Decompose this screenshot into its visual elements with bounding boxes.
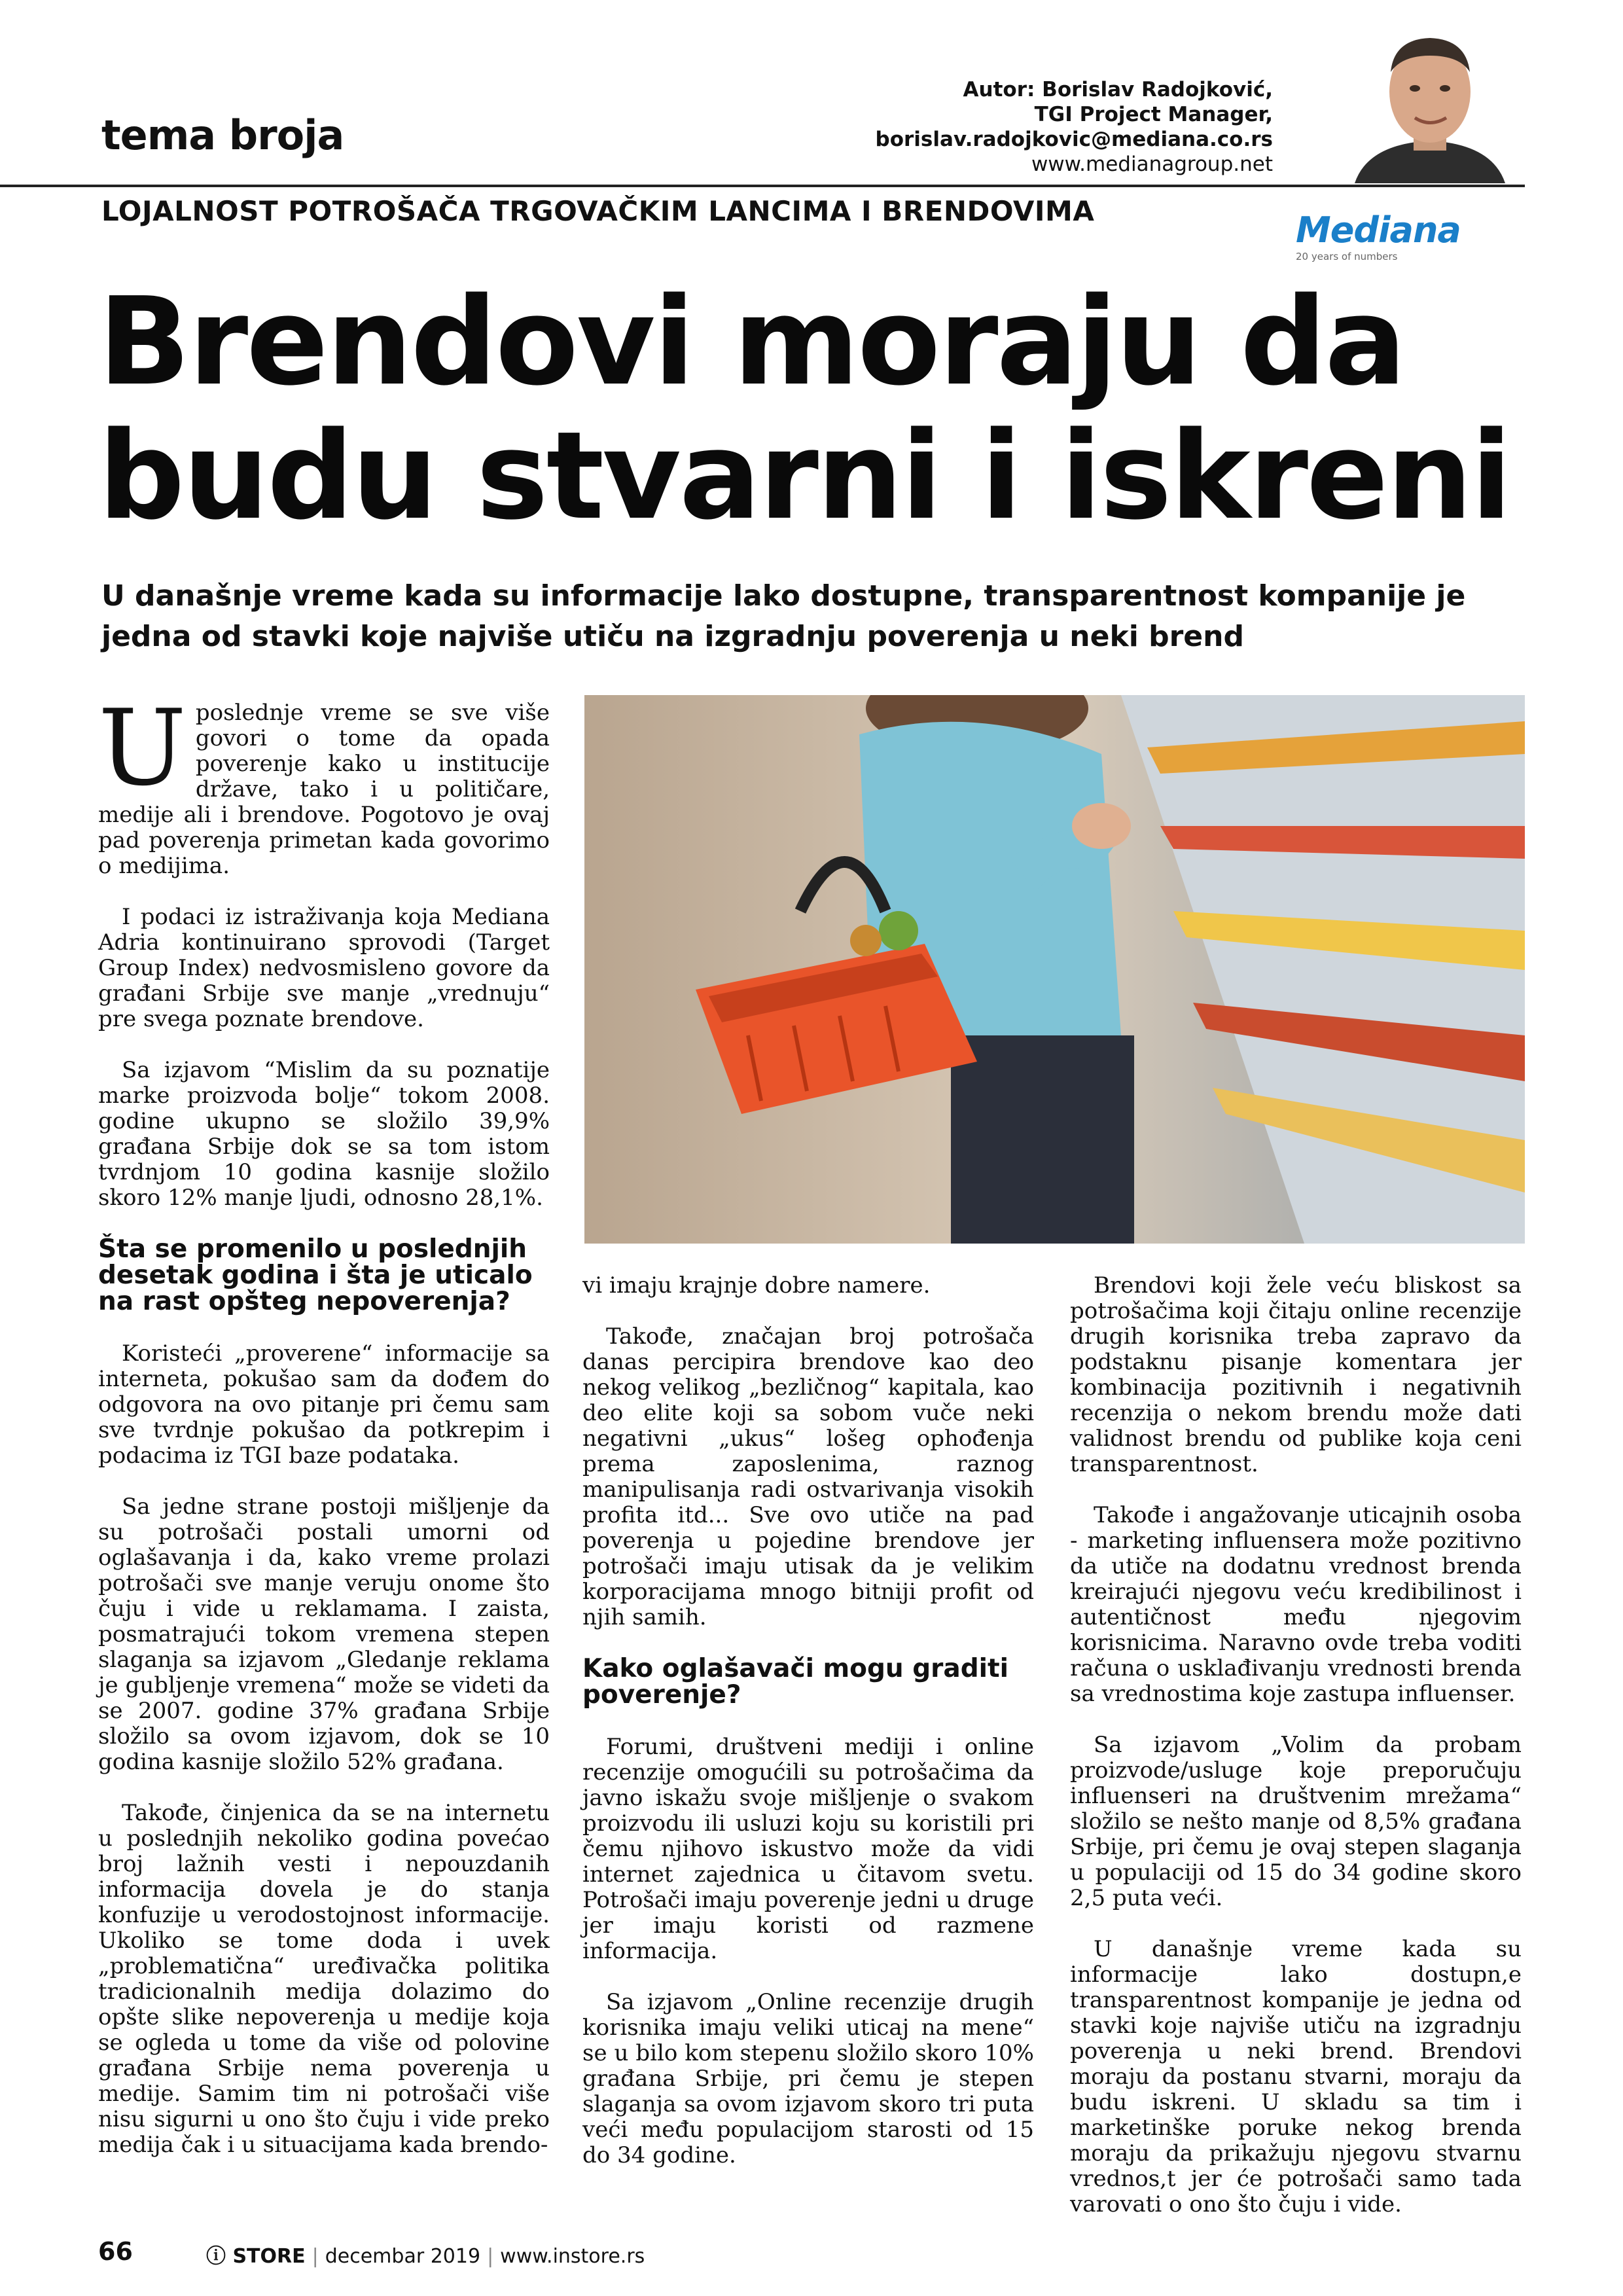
headline	[98, 271, 1538, 547]
paragraph: I podaci iz istraživanja koja Mediana Adria kontinuirano sprovodi (Target Group Index) nedvosmisleno govore da građani Srbije sve manje „vrednuju“ pre svega poznate brendove.	[98, 904, 550, 1032]
paragraph: Forumi, društveni mediji i online recenzije omogućili su potrošačima da javno iskažu svoje mišljenje o svakom proizvodu ili usluzi koju su koristili pri čemu njihovo iskustvo može da vidi internet zajednica u čitavom svetu. Potrošači imaju poverenje jedni u druge jer imaju koristi od razmene informacija.	[582, 1734, 1034, 1964]
paragraph: Sa jedne strane postoji mišljenje da su potrošači postali umorni od oglašavanja i da, kako vreme prolazi potrošači sve manje veruju onome što čuju i vide u reklamama. I zaista, posmatrajući tokom vremena stepen slaganja sa izjavom „Gledanje reklama je gubljenje vremena“ može se videti da se 2007. godine 37% građana Srbije složilo sa ovom izjavom, dok se 10 godina kasnije složilo 52% građana.	[98, 1494, 550, 1775]
intro-paragraph: Uposlednje vreme se sve više govori o tome da opada poverenje kako u institucije države, tako i u političare, medije ali i brendove. Pogotovo je ovaj pad poverenja primetan kada govorimo o medijima.	[98, 687, 550, 879]
column-3	[1070, 1273, 1522, 2243]
paragraph: Takođe, činjenica da se na internetu u poslednjih nekoliko godina povećao broj lažnih vesti i nepouzdanih informacija dovela je do stanja konfuzije u verodostojnost informacije. Ukoliko se tome doda i uvek „problematična“ uređivačka politika tradicionalnih medija dolazimo do opšte slike nepoverenja u medije koja se ogleda u tome da više od polovine građana Srbije nema poverenja u medije. Samim tim ni potrošači više nisu sigurni u ono što čuju i vide preko medija čak i u situacijama kada brendo-	[98, 1800, 550, 2158]
subheading: Šta se promenilo u poslednjih desetak godina i šta je uticalo na rast opšteg nepoverenja?	[98, 1234, 533, 1316]
lead-paragraph: U današnje vreme kada su informacije lako dostupne, transparentnost kompanije je jedna od stavki koje najviše utiču na izgradnju poverenja u neki brend	[101, 579, 1466, 653]
column-2	[582, 1273, 1034, 2194]
subheading: Kako oglašavači mogu graditi poverenje?	[582, 1654, 1008, 1710]
paragraph: Takođe, značajan broj potrošača danas percipira brendove kao deo nekog velikog „bezličnog“ kapitala, kao deo elite koji sa sobom vuče neki negativni „ukus“ lošeg ophođenja prema zaposlenima, raznog manipulisanja radi ostvarivanja visokih profita itd... Sve ovo utiče na pad poverenja u pojedine brendove jer potrošači imaju utisak da je velikim korporacijama mnogo bitniji profit od njih samih.	[582, 1323, 1034, 1630]
paragraph: Brendovi koji žele veću bliskost sa potrošačima koji čitaju online recenzije drugih korisnika treba zapravo da podstaknu pisanje komentara jer kombinacija pozitivnih i negativnih recenzija o nekom brendu može dati validnost brendu od publike koja ceni transparentnost.	[1070, 1272, 1522, 1477]
author-title: TGI Project Manager,	[1034, 103, 1273, 126]
headline-line-2: budu stvarni i iskreni	[98, 405, 1510, 547]
paragraph: Sa izjavom “Mislim da su poznatije marke proizvoda bolje“ tokom 2008. godine ukupno se složilo 39,9% građana Srbije dok se sa tom istom tvrdnjom 10 godina kasnije složilo skoro 12% manje ljudi, odnosno 28,1%.	[98, 1057, 550, 1211]
headline-line-1: Brendovi moraju da	[98, 271, 1405, 412]
issue-date: decembar 2019	[325, 2245, 481, 2268]
paragraph: Sa izjavom „Online recenzije drugih korisnika imaju veliki uticaj na mene“ se u bilo kom stepenu složilo skoro 10% građana Srbije, pri čemu je stepen slaganja sa ovom izjavom skoro tri puta veći među populacijom starosti od 15 do 34 godine.	[582, 1989, 1034, 2168]
magazine-url[interactable]: www.instore.rs	[500, 2245, 645, 2268]
paragraph: Sa izjavom „Volim da probam proizvode/usluge koje preporučuju influenseri na društvenim mrežama“ složilo se nešto manje od 8,5% građana Srbije, pri čemu je ovaj stepen slaganja u populaciji od 15 do 34 godine skoro 2,5 puta veći.	[1070, 1732, 1522, 1911]
drop-cap: U	[98, 687, 187, 809]
mediana-logo	[1296, 209, 1512, 275]
paragraph: Takođe i angažovanje uticajnih osoba - marketing influensera može pozitivno da utiče na dodatnu vrednost brenda kreirajući njegovu veću kredibilinost i autentičnost među njegovim korisnicima. Naravno ovde treba voditi računa o usklađivanju vrednosti brenda sa vrednostima koje zastupa influenser.	[1070, 1502, 1522, 1707]
kicker: LOJALNOST POTROŠAČA TRGOVAČKIM LANCIMA I BRENDOVIMA	[101, 195, 1095, 227]
author-block	[876, 77, 1273, 177]
author-email: borislav.radojkovic@mediana.co.rs	[875, 128, 1273, 151]
logo-tagline: 20 years of numbers	[1296, 251, 1398, 262]
divider: |	[487, 2245, 494, 2268]
paragraph: U današnje vreme kada su informacije lako dostupn,e transparentnost kompanije je jedna od stavki koje najviše utiču na izgradnju poverenja u neki brend. Brendovi moraju da postanu stvarni, moraju da budu iskreni. U skladu sa tim i marketinške poruke nekog brenda moraju da prikažuju njegovu stvarnu vrednos,t jer će potrošači samo tada varovati o ono što čuju i vide.	[1070, 1936, 1522, 2217]
logo-wordmark: Mediana	[1296, 209, 1461, 251]
store-logo-icon: ⓘ	[206, 2245, 233, 2268]
author-name: Autor: Borislav Radojković,	[963, 78, 1273, 101]
column-1	[98, 687, 550, 2183]
footer	[206, 2240, 645, 2269]
author-website: www.medianagroup.net	[1031, 152, 1273, 176]
section-label: tema broja	[101, 111, 344, 159]
page-number: 66	[98, 2237, 133, 2266]
shopping-photo	[584, 695, 1525, 1244]
divider: |	[312, 2245, 319, 2268]
paragraph: vi imaju krajnje dobre namere.	[582, 1272, 931, 1299]
magazine-brand: STORE	[232, 2245, 306, 2268]
paragraph: Koristeći „proverene“ informacije sa interneta, pokušao sam da dođem do odgovora na ovo pitanje pri čemu sam sve tvrdnje pokušao da potkrepim i podacima iz TGI baze podataka.	[98, 1340, 550, 1469]
header-rule	[0, 185, 1525, 187]
author-portrait	[1342, 20, 1518, 183]
